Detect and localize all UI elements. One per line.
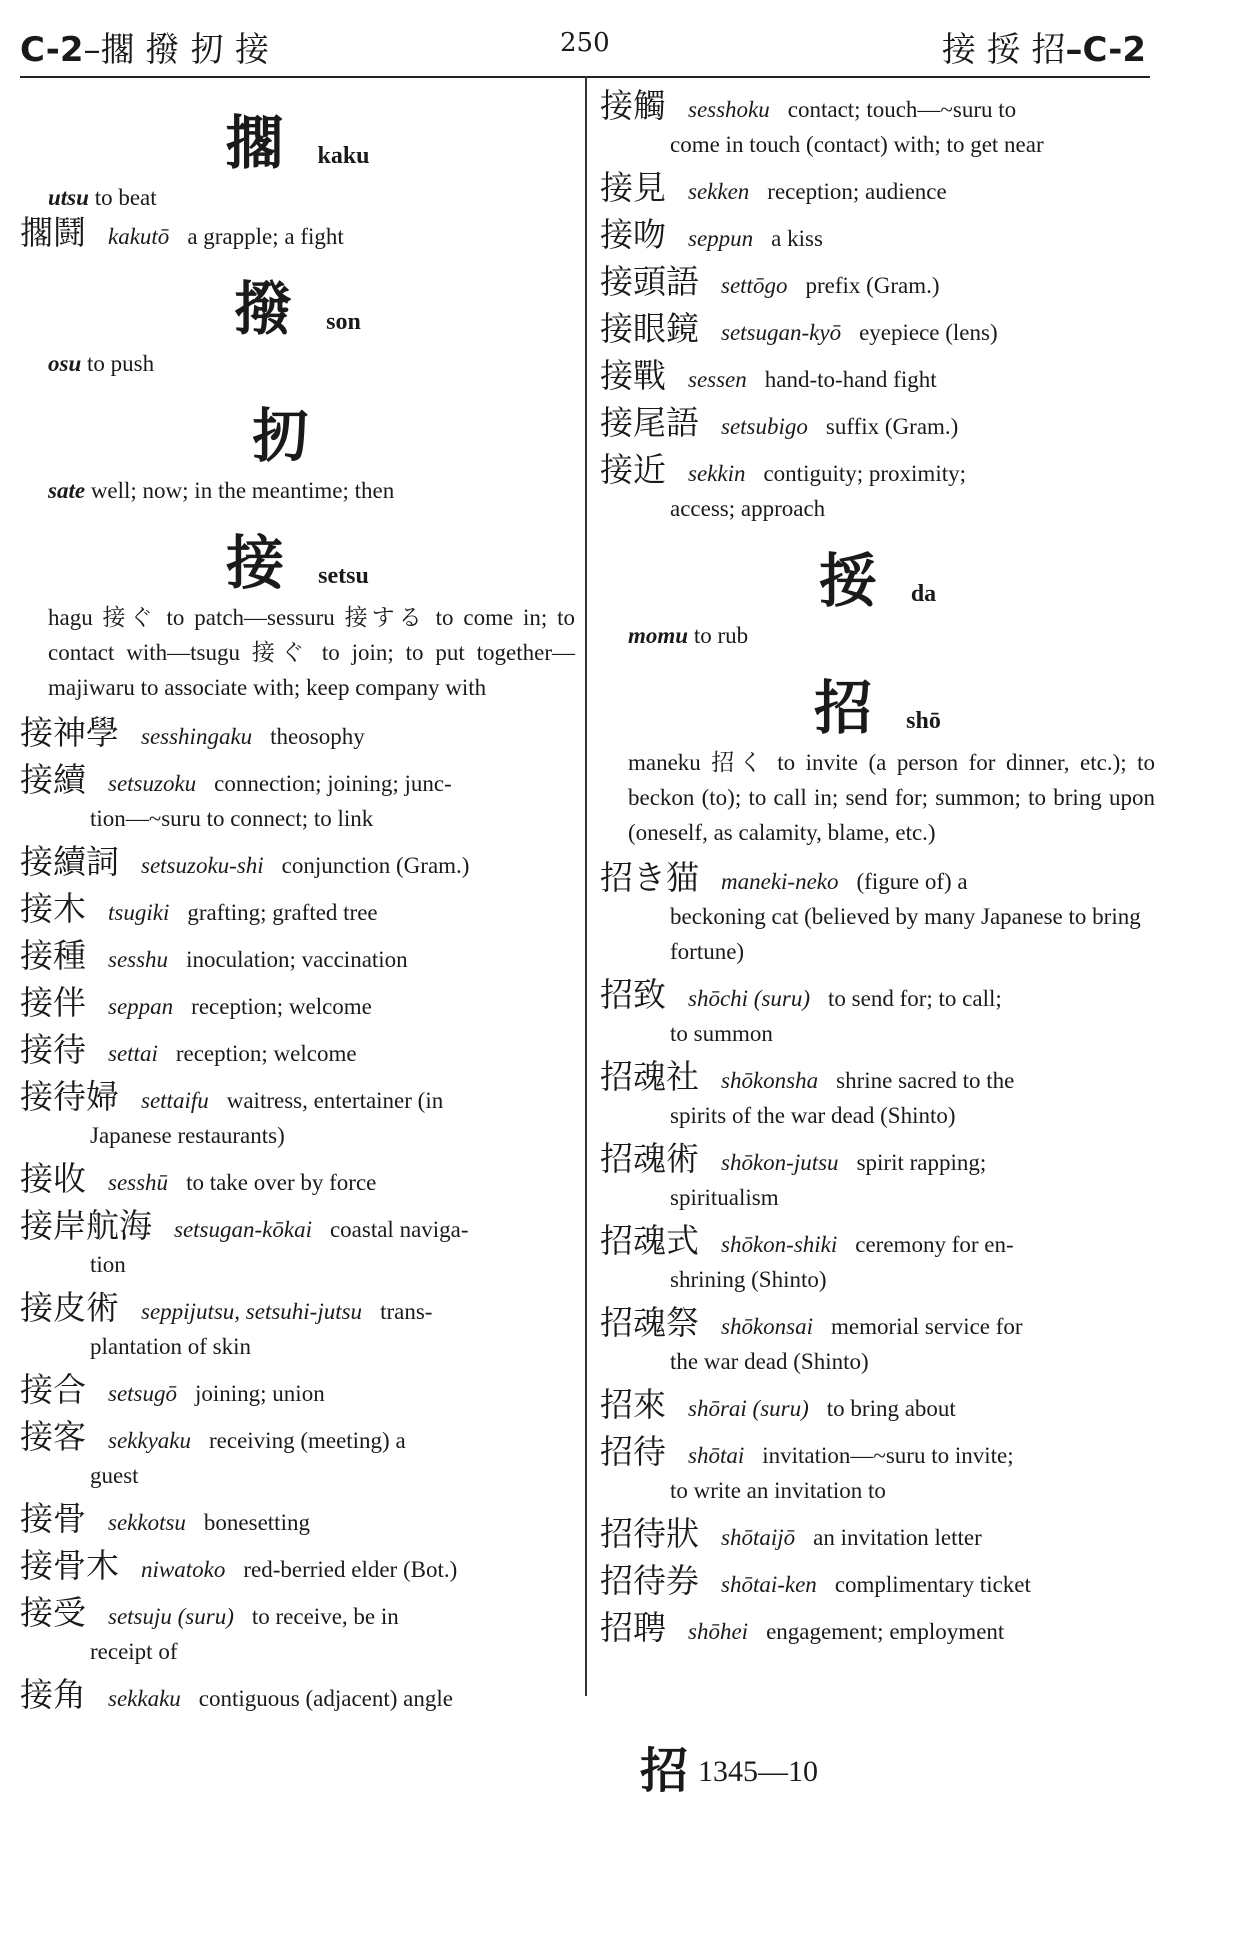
entry-continuation: come in touch (contact) with; to get near [670,132,1044,157]
entry-definition: invitation—~suru to invite; [762,1443,1014,1468]
entry-definition: receiving (meeting) a [209,1428,406,1453]
entry-reading: setsugō [108,1381,177,1406]
footer-number: 1345—10 [698,1755,819,1788]
entry-definition: engagement; employment [766,1619,1005,1644]
entry-continuation: to summon [670,1021,773,1046]
entry-definition: a grapple; a fight [187,224,344,249]
heading-reading: da [910,581,937,607]
entry-kanji: 接續詞 [20,842,119,881]
entry-reading: maneki-neko [721,869,839,894]
definition-line [20,473,575,508]
compound-entry [600,170,1155,209]
entry-definition: reception; audience [767,179,947,204]
entry-reading: shōtaijō [721,1525,796,1550]
entry-continuation: tion—~suru to connect; to link [90,806,374,831]
entry-reading: shōhei [688,1619,749,1644]
kanji-heading [20,402,575,470]
entry-reading: sekkotsu [108,1510,186,1535]
entry-kanji: 接見 [600,168,666,207]
entry-definition: inoculation; vaccination [186,947,408,972]
entry-kanji: 接尾語 [600,403,699,442]
entry-kanji: 接戰 [600,356,666,395]
entry-kanji: 接收 [20,1159,86,1198]
entry-kanji: 接受 [20,1593,86,1632]
entry-definition: theosophy [270,724,365,749]
compound-entry [20,1161,575,1200]
entry-reading: seppijutsu, setsuhi-jutsu [141,1299,363,1324]
entry-kanji: 接種 [20,936,86,975]
compound-entry [20,891,575,930]
entry-reading: niwatoko [141,1557,226,1582]
definition-word: utsu [48,185,89,210]
header-left-kanji: –擱 撥 扨 接 [83,30,269,70]
entry-continuation: plantation of skin [90,1334,251,1359]
heading-reading: setsu [318,563,369,589]
entry-reading: shōtai [688,1443,745,1468]
entry-reading: shōkon-shiki [721,1232,838,1257]
entry-kanji: 接角 [20,1675,86,1714]
compound-entry [20,1372,575,1411]
entry-reading: seppun [688,226,754,251]
entry-definition: complimentary ticket [834,1572,1031,1597]
entry-definition: conjunction (Gram.) [281,853,470,878]
entry-kanji: 接續 [20,760,86,799]
entry-reading: shōkon-jutsu [721,1150,839,1175]
compound-entry [600,405,1155,444]
entry-kanji: 招魂社 [600,1057,699,1096]
entry-reading: sekkyaku [108,1428,191,1453]
entry-kanji: 招來 [600,1385,666,1424]
definition-line [20,346,575,381]
entry-definition: to receive, be in [251,1604,399,1629]
entry-kanji: 接待婦 [20,1077,119,1116]
heading-kanji: 接 [226,529,285,597]
entry-definition: spirit rapping; [856,1150,987,1175]
entry-definition: contiguity; proximity; [763,461,966,486]
compound-entry [600,1610,1155,1649]
entry-reading: sesshoku [688,97,770,122]
header-right-kanji: 接 挼 招 [941,30,1066,70]
kanji-heading [20,275,575,343]
entry-kanji: 接眼鏡 [600,309,699,348]
entry-kanji: 接木 [20,889,86,928]
entry-definition: an invitation letter [813,1525,982,1550]
entry-definition: prefix (Gram.) [805,273,940,298]
entry-continuation: spirits of the war dead (Shinto) [670,1103,956,1128]
entry-kanji: 接待 [20,1030,86,1069]
entry-definition: red-berried elder (Bot.) [243,1557,458,1582]
compound-entry [600,88,1155,162]
entry-reading: shōrai (suru) [688,1396,809,1421]
entry-kanji: 接客 [20,1417,86,1456]
compound-entry [600,217,1155,256]
compound-entry [600,1223,1155,1297]
compound-entry [20,715,575,754]
kanji-heading [20,109,575,177]
entry-reading: shōkonsai [721,1314,813,1339]
compound-entry [20,762,575,836]
entry-reading: shōchi (suru) [688,986,811,1011]
entry-definition: suffix (Gram.) [825,414,959,439]
entry-kanji: 接骨木 [20,1546,119,1585]
heading-reading: son [326,309,361,335]
left-column [20,88,575,1724]
definition-paragraph: maneku 招く to invite (a person for dinner, etc.); to beckon (to); to call in; send for; summon; to bring upon (oneself, as calamity, blame, etc.) [628,750,1155,845]
entry-reading: shōtai-ken [721,1572,817,1597]
entry-kanji: 招魂式 [600,1221,699,1260]
compound-entry [20,1548,575,1587]
compound-entry [600,358,1155,397]
entry-kanji: 擱鬪 [20,213,86,252]
compound-entry [600,1059,1155,1133]
entry-reading: sekkaku [108,1686,181,1711]
entry-reading: settaifu [141,1088,209,1113]
entry-kanji: 招魂術 [600,1139,699,1178]
entry-definition: ceremony for en- [855,1232,1014,1257]
compound-entry [600,311,1155,350]
entry-reading: setsubigo [721,414,808,439]
compound-entry [600,1434,1155,1508]
entry-reading: kakutō [108,224,170,249]
entry-kanji: 接岸航海 [20,1206,152,1245]
definition-line [600,618,1155,653]
compound-entry [20,1595,575,1669]
entry-definition: a kiss [771,226,823,251]
entry-reading: setsugan-kyō [721,320,842,345]
definition-line [20,180,575,215]
entry-continuation: access; approach [670,496,826,521]
entry-definition: eyepiece (lens) [859,320,998,345]
entry-definition: coastal naviga- [329,1217,469,1242]
compound-entry [600,1141,1155,1215]
footer-kanji: 招 [640,1745,689,1798]
entry-definition: to bring about [826,1396,956,1421]
entry-reading: sekken [688,179,750,204]
compound-entry [600,1305,1155,1379]
entry-reading: setsuzoku [108,771,197,796]
compound-entry [600,1516,1155,1555]
header-right [942,22,1146,71]
compound-entry [20,985,575,1024]
entry-definition: shrine sacred to the [836,1068,1015,1093]
page-number: 250 [560,28,610,58]
entry-reading: tsugiki [108,900,170,925]
entry-definition: joining; union [195,1381,325,1406]
entry-kanji: 接合 [20,1370,86,1409]
entry-definition: grafting; grafted tree [187,900,378,925]
definition-word: momu [628,623,689,648]
compound-entry [20,1419,575,1493]
compound-entry [20,1208,575,1282]
entry-definition: trans- [380,1299,433,1324]
entry-definition: reception; welcome [175,1041,357,1066]
entry-definition: bonesetting [203,1510,310,1535]
compound-entry [20,1677,575,1716]
definition-paragraph: hagu 接ぐ to patch—sessuru 接する to come in; to contact with—tsugu 接ぐ to join; to put together—majiwaru to associate with; keep company with [48,605,575,700]
kanji-heading [20,529,575,597]
header-right-code: –C-2 [1065,30,1146,70]
entry-kanji: 接皮術 [20,1288,119,1327]
entry-definition: contact; touch—~suru to [787,97,1017,122]
column-divider [585,76,587,1696]
heading-kanji: 撥 [234,275,293,343]
entry-reading: settōgo [721,273,788,298]
compound-entry [600,452,1155,526]
compound-entry [600,1387,1155,1426]
entry-definition: to take over by force [186,1170,377,1195]
entry-kanji: 接骨 [20,1499,86,1538]
compound-entry [600,1563,1155,1602]
entry-kanji: 接頭語 [600,262,699,301]
header-left [20,22,269,71]
compound-entry [20,1032,575,1071]
compound-entry [600,860,1155,969]
entry-continuation: guest [90,1463,139,1488]
kanji-heading [600,674,1155,742]
entry-definition: connection; joining; junc- [214,771,452,796]
entry-continuation: shrining (Shinto) [670,1267,827,1292]
entry-definition: memorial service for [831,1314,1023,1339]
entry-reading: setsuju (suru) [108,1604,234,1629]
heading-kanji: 招 [814,674,873,742]
compound-entry [20,938,575,977]
heading-kanji: 擱 [225,109,284,177]
entry-kanji: 招致 [600,975,666,1014]
compound-entry [20,1290,575,1364]
entry-reading: settai [108,1041,158,1066]
definition-text: to beat [94,185,157,210]
entry-reading: shōkonsha [721,1068,819,1093]
entry-definition: waitress, entertainer (in [226,1088,444,1113]
entry-kanji: 接神學 [20,713,119,752]
entry-kanji: 招待狀 [600,1514,699,1553]
entry-continuation: the war dead (Shinto) [670,1349,869,1374]
entry-reading: sesshingaku [141,724,253,749]
definition-word: sate [48,478,86,503]
entry-reading: setsuzoku-shi [141,853,264,878]
page-header [20,18,1150,78]
right-column [600,88,1155,1657]
entry-definition: contiguous (adjacent) angle [198,1686,453,1711]
entry-kanji: 招待券 [600,1561,699,1600]
compound-entry [600,264,1155,303]
entry-definition: reception; welcome [191,994,372,1019]
heading-kanji: 扨 [251,402,310,470]
entry-continuation: to write an invitation to [670,1478,886,1503]
heading-reading: shō [906,708,941,734]
entry-continuation: spiritualism [670,1185,779,1210]
entry-kanji: 招魂祭 [600,1303,699,1342]
compound-entry [20,844,575,883]
entry-definition: hand-to-hand fight [764,367,937,392]
entry-reading: seppan [108,994,174,1019]
kanji-heading [600,547,1155,615]
entry-kanji: 接近 [600,450,666,489]
header-left-code: C-2 [20,30,84,70]
page-footer [640,1732,818,1801]
entry-reading: sekkin [688,461,746,486]
definition-text: to push [87,351,155,376]
definition-text: well; now; in the meantime; then [90,478,395,503]
definition-text: to rub [693,623,749,648]
heading-kanji: 挼 [818,547,877,615]
entry-reading: sesshū [108,1170,169,1195]
entry-continuation: receipt of [90,1639,178,1664]
entry-definition: to send for; to call; [828,986,1002,1011]
entry-reading: setsugan-kōkai [174,1217,312,1242]
definition-word: osu [48,351,82,376]
entry-continuation: beckoning cat (believed by many Japanese to bring fortune) [670,904,1141,964]
entry-definition: (figure of) a [856,869,968,894]
entry-kanji: 招聘 [600,1608,666,1647]
entry-continuation: Japanese restaurants) [90,1123,285,1148]
entry-reading: sesshu [108,947,169,972]
entry-kanji: 招待 [600,1432,666,1471]
compound-entry [600,977,1155,1051]
entry-kanji: 接吻 [600,215,666,254]
compound-entry [20,215,575,254]
entry-continuation: tion [90,1252,126,1277]
entry-kanji: 招き猫 [600,858,699,897]
entry-kanji: 接觸 [600,86,666,125]
compound-entry [20,1501,575,1540]
entry-reading: sessen [688,367,747,392]
heading-reading: kaku [317,143,370,169]
entry-kanji: 接伴 [20,983,86,1022]
compound-entry [20,1079,575,1153]
